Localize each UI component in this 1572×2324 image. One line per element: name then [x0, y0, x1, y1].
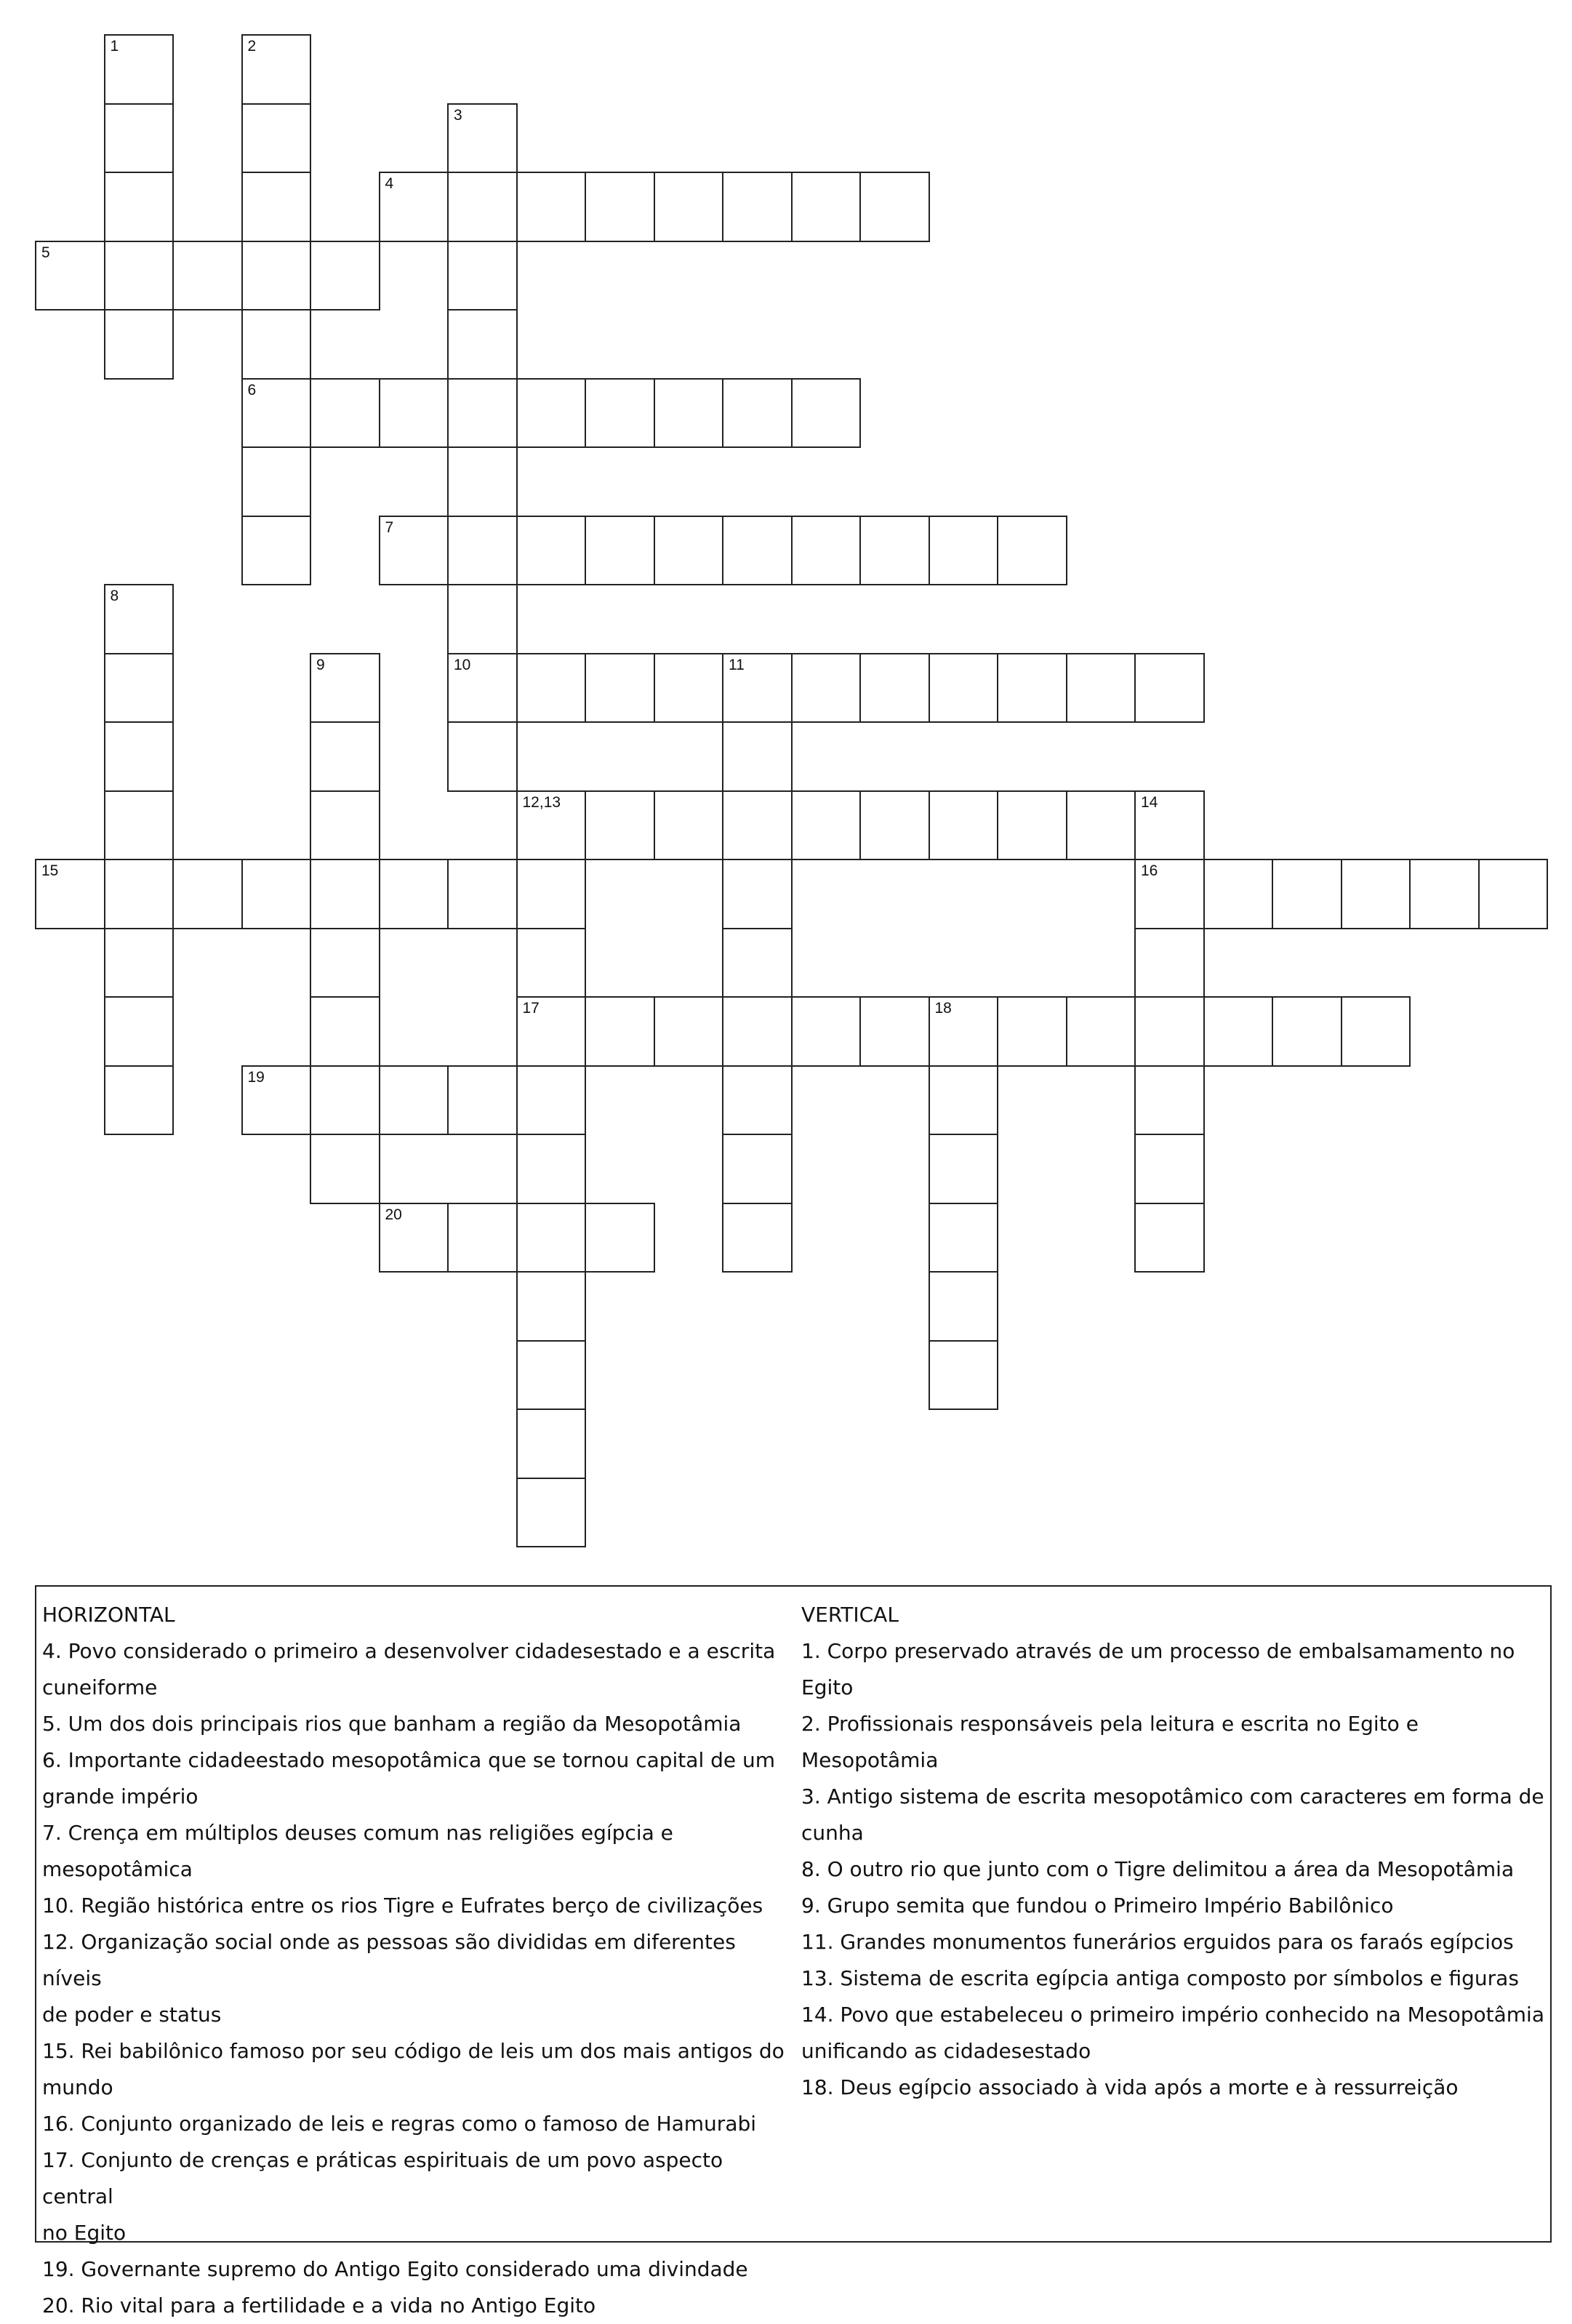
grid-cell[interactable] — [104, 34, 175, 105]
clue-number: 5 — [41, 244, 50, 261]
grid-cell[interactable] — [516, 1134, 587, 1204]
clue-number: 6 — [247, 381, 257, 398]
vertical-clue: 9. Grupo semita que fundou o Primeiro Império Babilônico — [801, 1894, 1394, 1918]
grid-cell[interactable] — [104, 996, 175, 1067]
grid-cell[interactable] — [379, 859, 449, 929]
grid-cell[interactable] — [35, 859, 105, 929]
grid-cell[interactable] — [447, 584, 518, 654]
horizontal-clue: no Egito — [42, 2221, 127, 2245]
grid-cell[interactable] — [447, 446, 518, 517]
vertical-clue-list — [801, 1633, 1547, 2106]
grid-cell[interactable] — [722, 859, 793, 929]
horizontal-clue: cuneiforme — [42, 1675, 158, 1699]
grid-cell[interactable] — [447, 103, 518, 174]
vertical-title: VERTICAL — [801, 1603, 899, 1627]
vertical-clue: 2. Profissionais responsáveis pela leitura e escrita no Egito e Mesopotâmia — [801, 1712, 1419, 1772]
vertical-clue: 13. Sistema de escrita egípcia antiga composto por símbolos e figuras — [801, 1966, 1519, 1990]
horizontal-clue: 15. Rei babilônico famoso por seu código de leis um dos mais antigos do — [42, 2039, 785, 2063]
horizontal-clue: 5. Um dos dois principais rios que banham a região da Mesopotâmia — [42, 1712, 742, 1736]
grid-cell[interactable] — [859, 653, 930, 724]
vertical-clue: cunha — [801, 1821, 864, 1845]
grid-cell[interactable] — [722, 378, 793, 449]
horizontal-clue: 19. Governante supremo do Antigo Egito considerado uma divindade — [42, 2257, 748, 2281]
grid-cell[interactable] — [447, 172, 518, 242]
horizontal-clue: grande império — [42, 1784, 198, 1808]
grid-cell[interactable] — [104, 241, 175, 311]
clue-number: 3 — [454, 106, 462, 124]
grid-cell[interactable] — [722, 721, 793, 792]
horizontal-clue: 6. Importante cidadeestado mesopotâmica que se tornou capital de um — [42, 1748, 776, 1772]
grid-cell[interactable] — [722, 790, 793, 861]
grid-cell[interactable] — [447, 721, 518, 792]
grid-cell[interactable] — [1066, 653, 1136, 724]
vertical-clue: 18. Deus egípcio associado à vida após a morte e à ressurreição — [801, 2075, 1459, 2099]
grid-cell[interactable] — [1341, 996, 1411, 1067]
grid-cell[interactable] — [516, 928, 587, 998]
vertical-clue: 8. O outro rio que junto com o Tigre delimitou a área da Mesopotâmia — [801, 1857, 1515, 1881]
clue-number: 7 — [385, 518, 394, 536]
horizontal-clue-list — [42, 1633, 791, 2324]
grid-cell[interactable] — [1134, 1203, 1205, 1273]
grid-cell[interactable] — [310, 1134, 380, 1204]
grid-cell[interactable] — [516, 653, 587, 724]
grid-cell[interactable] — [859, 516, 930, 586]
clue-number: 9 — [316, 656, 325, 673]
vertical-clue: unificando as cidadesestado — [801, 2039, 1091, 2063]
grid-cell[interactable] — [929, 1065, 999, 1136]
grid-cell[interactable] — [654, 378, 724, 449]
grid-cell[interactable] — [241, 309, 312, 380]
grid-cell[interactable] — [585, 378, 655, 449]
grid-cell[interactable] — [104, 859, 175, 929]
grid-cell[interactable] — [241, 34, 312, 105]
clue-number: 8 — [110, 588, 119, 604]
grid-cell[interactable] — [722, 1203, 793, 1273]
clues-box — [35, 1585, 1552, 2317]
clue-number: 4 — [385, 175, 394, 192]
grid-cell[interactable] — [791, 996, 862, 1067]
grid-cell[interactable] — [516, 1409, 587, 1479]
grid-cell[interactable] — [585, 653, 655, 724]
grid-cell[interactable] — [516, 1271, 587, 1342]
clue-number: 12,13 — [522, 793, 561, 811]
grid-cell[interactable] — [929, 516, 999, 586]
grid-cell[interactable] — [516, 790, 587, 861]
grid-cell[interactable] — [310, 721, 380, 792]
grid-cell[interactable] — [1478, 859, 1549, 929]
grid-cell[interactable] — [654, 516, 724, 586]
grid-cell[interactable] — [447, 241, 518, 311]
grid-cell[interactable] — [516, 859, 587, 929]
grid-cell[interactable] — [379, 1065, 449, 1136]
grid-cell[interactable] — [516, 1340, 587, 1411]
grid-cell[interactable] — [447, 516, 518, 586]
grid-cell[interactable] — [104, 653, 175, 724]
grid-cell[interactable] — [859, 996, 930, 1067]
grid-cell[interactable] — [310, 653, 380, 724]
grid-cell[interactable] — [722, 928, 793, 998]
horizontal-clue: de poder e status — [42, 2003, 222, 2027]
grid-cell[interactable] — [929, 1203, 999, 1273]
grid-cell[interactable] — [997, 516, 1067, 586]
horizontal-title: HORIZONTAL — [42, 1603, 175, 1627]
grid-cell[interactable] — [1272, 996, 1342, 1067]
grid-cell[interactable] — [1409, 859, 1480, 929]
grid-cell[interactable] — [447, 859, 518, 929]
grid-cell[interactable] — [654, 790, 724, 861]
grid-cell[interactable] — [791, 516, 862, 586]
horizontal-clues-column — [42, 1597, 791, 2324]
grid-cell[interactable] — [997, 790, 1067, 861]
horizontal-clue: 10. Região histórica entre os rios Tigre e Eufrates berço de civilizações — [42, 1894, 763, 1918]
grid-cell[interactable] — [104, 928, 175, 998]
horizontal-clue: 16. Conjunto organizado de leis e regras como o famoso de Hamurabi — [42, 2112, 757, 2136]
grid-cell[interactable] — [104, 103, 175, 174]
vertical-clue: 1. Corpo preservado através de um processo de embalsamamento no Egito — [801, 1639, 1515, 1699]
grid-cell[interactable] — [241, 172, 312, 242]
horizontal-clue: 20. Rio vital para a fertilidade e a vida no Antigo Egito — [42, 2293, 596, 2317]
vertical-clue: 11. Grandes monumentos funerários erguidos para os faraós egípcios — [801, 1930, 1514, 1954]
grid-cell[interactable] — [1134, 928, 1205, 998]
grid-cell[interactable] — [447, 653, 518, 724]
grid-cell[interactable] — [447, 1203, 518, 1273]
grid-cell[interactable] — [997, 653, 1067, 724]
grid-cell[interactable] — [791, 790, 862, 861]
grid-cell[interactable] — [241, 378, 312, 449]
grid-cell[interactable] — [1203, 859, 1274, 929]
grid-cell[interactable] — [172, 859, 243, 929]
grid-cell[interactable] — [585, 1203, 655, 1273]
horizontal-clue: 17. Conjunto de crenças e práticas espirituais de um povo aspecto central — [42, 2148, 723, 2208]
grid-cell[interactable] — [516, 1065, 587, 1136]
grid-cell[interactable] — [241, 103, 312, 174]
grid-cell[interactable] — [310, 241, 380, 311]
grid-cell[interactable] — [585, 516, 655, 586]
grid-cell[interactable] — [722, 516, 793, 586]
horizontal-clue: 12. Organização social onde as pessoas são divididas em diferentes níveis — [42, 1930, 736, 1990]
grid-cell[interactable] — [1272, 859, 1342, 929]
grid-cell[interactable] — [1066, 996, 1136, 1067]
clue-number: 19 — [247, 1068, 265, 1086]
grid-cell[interactable] — [104, 172, 175, 242]
grid-cell[interactable] — [310, 928, 380, 998]
grid-cell[interactable] — [585, 172, 655, 242]
grid-cell[interactable] — [35, 241, 105, 311]
horizontal-clue: 7. Crença em múltiplos deuses comum nas religiões egípcia e mesopotâmica — [42, 1821, 673, 1881]
grid-cell[interactable] — [722, 172, 793, 242]
grid-cell[interactable] — [791, 653, 862, 724]
grid-cell[interactable] — [241, 446, 312, 517]
grid-cell[interactable] — [516, 516, 587, 586]
grid-cell[interactable] — [310, 1065, 380, 1136]
grid-cell[interactable] — [1341, 859, 1411, 929]
grid-cell[interactable] — [516, 1478, 587, 1548]
grid-cell[interactable] — [241, 516, 312, 586]
clue-number: 14 — [1141, 793, 1158, 811]
grid-cell[interactable] — [1203, 996, 1274, 1067]
grid-cell[interactable] — [722, 1065, 793, 1136]
grid-cell[interactable] — [241, 859, 312, 929]
grid-cell[interactable] — [447, 1065, 518, 1136]
grid-cell[interactable] — [791, 172, 862, 242]
grid-cell[interactable] — [1134, 996, 1205, 1067]
grid-cell[interactable] — [516, 1203, 587, 1273]
grid-cell[interactable] — [585, 790, 655, 861]
grid-cell[interactable] — [722, 653, 793, 724]
grid-cell[interactable] — [654, 172, 724, 242]
grid-cell[interactable] — [929, 1340, 999, 1411]
grid-cell[interactable] — [722, 996, 793, 1067]
grid-cell[interactable] — [379, 378, 449, 449]
grid-cell[interactable] — [1134, 859, 1205, 929]
grid-cell[interactable] — [1134, 1065, 1205, 1136]
grid-cell[interactable] — [104, 584, 175, 654]
grid-cell[interactable] — [929, 1271, 999, 1342]
grid-cell[interactable] — [997, 996, 1067, 1067]
grid-cell[interactable] — [516, 172, 587, 242]
grid-cell[interactable] — [1134, 1134, 1205, 1204]
horizontal-clue: 4. Povo considerado o primeiro a desenvolver cidadesestado e a escrita — [42, 1639, 776, 1663]
grid-cell[interactable] — [654, 653, 724, 724]
grid-cell[interactable] — [585, 996, 655, 1067]
grid-cell[interactable] — [172, 241, 243, 311]
clue-number: 18 — [934, 1000, 952, 1017]
grid-cell[interactable] — [929, 996, 999, 1067]
clue-number: 15 — [41, 862, 59, 879]
clue-number: 2 — [247, 38, 257, 55]
grid-cell[interactable] — [379, 516, 449, 586]
grid-cell[interactable] — [310, 996, 380, 1067]
grid-cell[interactable] — [1066, 790, 1136, 861]
grid-cell[interactable] — [1134, 790, 1205, 861]
clue-number: 20 — [385, 1206, 402, 1223]
clue-number: 11 — [729, 656, 745, 673]
grid-cell[interactable] — [310, 859, 380, 929]
grid-cell[interactable] — [104, 309, 175, 380]
grid-cell[interactable] — [104, 1065, 175, 1136]
grid-cell[interactable] — [379, 1203, 449, 1273]
grid-cell[interactable] — [654, 996, 724, 1067]
grid-cell[interactable] — [379, 172, 449, 242]
grid-cell[interactable] — [447, 378, 518, 449]
grid-cell[interactable] — [310, 378, 380, 449]
grid-cell[interactable] — [859, 172, 930, 242]
grid-cell[interactable] — [791, 378, 862, 449]
grid-cell[interactable] — [929, 653, 999, 724]
vertical-clue: 14. Povo que estabeleceu o primeiro império conhecido na Mesopotâmia — [801, 2003, 1544, 2027]
grid-cell[interactable] — [929, 1134, 999, 1204]
grid-cell[interactable] — [104, 721, 175, 792]
vertical-clues-column — [801, 1597, 1547, 2106]
grid-cell[interactable] — [1134, 653, 1205, 724]
grid-cell[interactable] — [104, 790, 175, 861]
vertical-clue: 3. Antigo sistema de escrita mesopotâmico com caracteres em forma de — [801, 1784, 1544, 1808]
clue-number: 17 — [522, 1000, 540, 1017]
grid-cell[interactable] — [241, 241, 312, 311]
grid-cell[interactable] — [516, 996, 587, 1067]
horizontal-clue: mundo — [42, 2075, 113, 2099]
grid-cell[interactable] — [447, 309, 518, 380]
grid-cell[interactable] — [241, 1065, 312, 1136]
grid-cell[interactable] — [722, 1134, 793, 1204]
clue-number: 10 — [454, 656, 471, 673]
grid-cell[interactable] — [516, 378, 587, 449]
grid-cell[interactable] — [859, 790, 930, 861]
grid-cell[interactable] — [310, 790, 380, 861]
clue-number: 1 — [110, 38, 119, 55]
grid-cell[interactable] — [929, 790, 999, 861]
clue-number: 16 — [1141, 862, 1158, 879]
